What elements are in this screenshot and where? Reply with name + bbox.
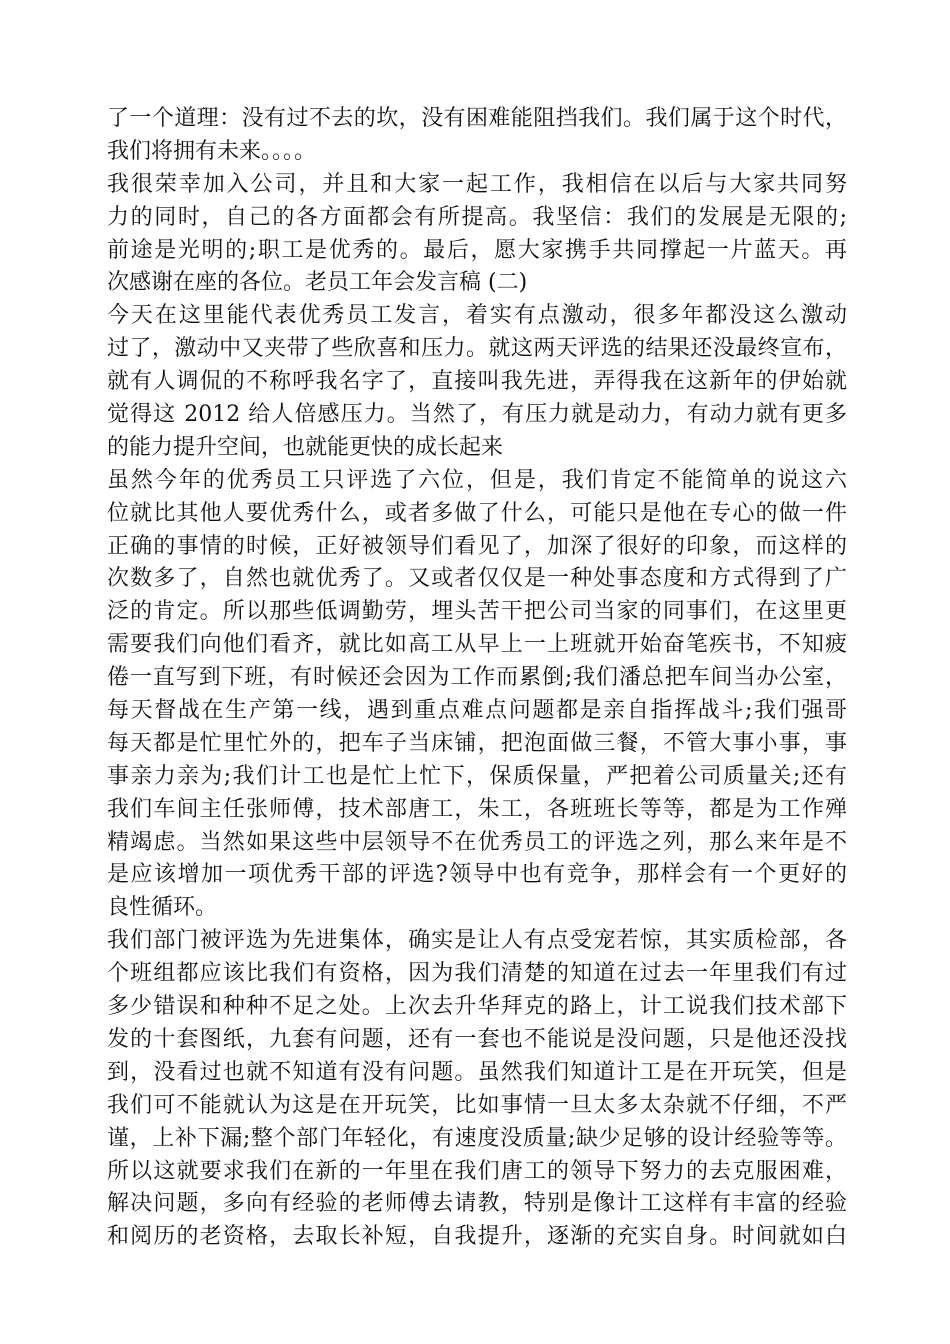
text-line: 个班组都应该比我们有资格，因为我们清楚的知道在过去一年里我们有过 <box>107 961 847 987</box>
document-body <box>107 103 847 1254</box>
text-line: 觉得这 2012 给人倍感压力。当然了，有压力就是动力，有动力就有更多 <box>107 402 847 428</box>
text-line: 次感谢在座的各位。老员工年会发言稿 (二) <box>107 270 528 296</box>
text-line: 解决问题，多向有经验的老师傅去请教，特别是像计工这样有丰富的经验 <box>107 1191 847 1217</box>
text-line: 所以这就要求我们在新的一年里在我们唐工的领导下努力的去克服困难， <box>107 1158 847 1184</box>
text-line: 我们将拥有未来。。。。 <box>107 138 317 164</box>
text-line: 我很荣幸加入公司，并且和大家一起工作，我相信在以后与大家共同努 <box>107 171 847 197</box>
text-line: 今天在这里能代表优秀员工发言，着实有点激动，很多年都没这么激动 <box>107 303 847 329</box>
text-line: 过了，激动中又夹带了些欣喜和压力。就这两天评选的结果还没最终宣布， <box>107 336 847 362</box>
text-line: 的能力提升空间，也就能更快的成长起来 <box>107 434 504 460</box>
text-line: 次数多了，自然也就优秀了。又或者仅仅是一种处事态度和方式得到了广 <box>107 566 847 592</box>
text-line: 前途是光明的;职工是优秀的。最后，愿大家携手共同撑起一片蓝天。再 <box>107 237 847 263</box>
text-line: 正确的事情的时候，正好被领导们看见了，加深了很好的印象，而这样的 <box>107 533 847 559</box>
text-line: 需要我们向他们看齐，就比如高工从早上一上班就开始奋笔疾书，不知疲 <box>107 632 847 658</box>
text-line: 我们部门被评选为先进集体，确实是让人有点受宠若惊，其实质检部，各 <box>107 928 847 954</box>
text-line: 泛的肯定。所以那些低调勤劳，埋头苦干把公司当家的同事们，在这里更 <box>107 599 847 625</box>
text-line: 力的同时，自己的各方面都会有所提高。我坚信：我们的发展是无限的; <box>107 204 847 230</box>
text-line: 每天都是忙里忙外的，把车子当床铺，把泡面做三餐，不管大事小事，事 <box>107 730 847 756</box>
text-line: 精竭虑。当然如果这些中层领导不在优秀员工的评选之列，那么来年是不 <box>107 829 847 855</box>
text-line: 良性循环。 <box>107 895 218 921</box>
text-line: 到，没看过也就不知道有没有问题。虽然我们知道计工是在开玩笑，但是 <box>107 1059 847 1085</box>
text-line: 是应该增加一项优秀干部的评选?领导中也有竞争，那样会有一个更好的 <box>107 862 847 888</box>
text-line: 倦一直写到下班，有时候还会因为工作而累倒;我们潘总把车间当办公室， <box>107 665 847 691</box>
text-line: 位就比其他人要优秀什么，或者多做了什么，可能只是他在专心的做一件 <box>107 500 847 526</box>
text-line: 了一个道理：没有过不去的坎，没有困难能阻挡我们。我们属于这个时代， <box>107 106 847 131</box>
text-line: 发的十套图纸，九套有问题，还有一套也不能说是没问题，只是他还没找 <box>107 1026 847 1052</box>
text-line: 就有人调侃的不称呼我名字了，直接叫我先进，弄得我在这新年的伊始就 <box>107 369 847 395</box>
text-line: 我们可不能就认为这是在开玩笑，比如事情一旦太多太杂就不仔细，不严 <box>107 1092 847 1118</box>
text-line: 谨，上补下漏;整个部门年轻化，有速度没质量;缺少足够的设计经验等等。 <box>107 1125 847 1151</box>
text-line: 事亲力亲为;我们计工也是忙上忙下，保质保量，严把着公司质量关;还有 <box>107 763 847 789</box>
text-line: 虽然今年的优秀员工只评选了六位，但是，我们肯定不能简单的说这六 <box>107 467 847 493</box>
text-line: 每天督战在生产第一线，遇到重点难点问题都是亲自指挥战斗;我们强哥 <box>107 698 847 724</box>
text-line: 和阅历的老资格，去取长补短，自我提升，逐渐的充实自身。时间就如白 <box>107 1224 847 1250</box>
text-line: 我们车间主任张师傅，技术部唐工，朱工，各班班长等等，都是为工作殚 <box>107 796 847 822</box>
text-line: 多少错误和种种不足之处。上次去升华拜克的路上，计工说我们技术部下 <box>107 994 847 1020</box>
